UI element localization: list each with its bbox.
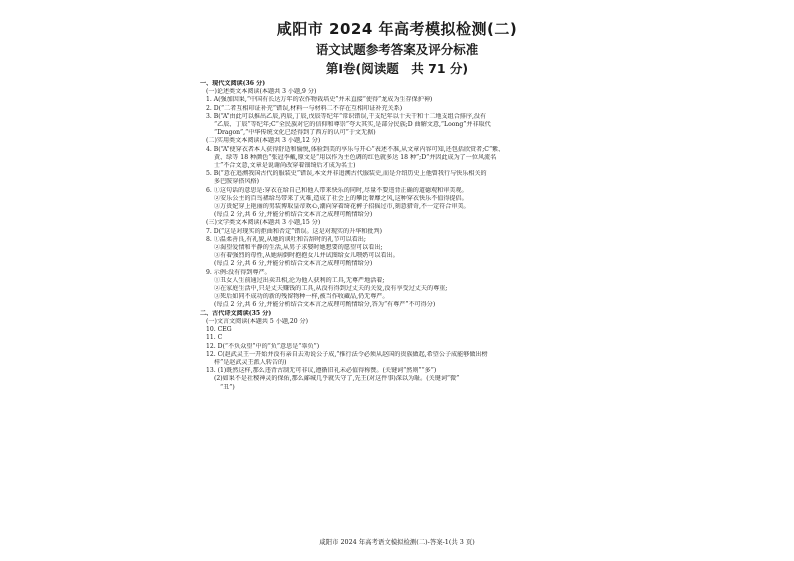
answer-line: 多巴胺穿搭风格) xyxy=(214,178,260,186)
answer-line: ②渴望爱情和平静的生活,从男子求娶时她想要的愿望可以看出; xyxy=(214,244,383,252)
answer-line: (一)文言文阅读(本题共 5 小题,20 分) xyxy=(206,317,309,325)
answer-line: 1. A(强加因果,“中国有长达万年的农作物栽培史”并未直接“使得”龙成为生存保护神) xyxy=(206,96,433,104)
document-subtitle: 语文试题参考答案及评分标准 xyxy=(315,42,479,57)
answer-body xyxy=(200,80,592,392)
answer-line: ③有着强烈的母性,从她病倒时抱抱女儿并试图给女儿喂奶可以看出。 xyxy=(214,252,399,260)
page-footer: 咸阳市 2024 年高考语文模拟检测(二)-答案-1(共 3 页) xyxy=(319,538,475,546)
answer-line: 11. C xyxy=(206,334,223,342)
answer-line: ②在家庭生活中,只是丈夫赚钱的工具,从没有得到过丈夫的关爱,没有享受过丈夫的尊重; xyxy=(214,285,448,293)
answer-line: “丑”) xyxy=(220,383,235,391)
answer-line: 12. D(“不负众望”中的“负”意思是“辜负”) xyxy=(206,342,320,350)
answer-line: 样”是赵武灵王派人转告的) xyxy=(214,358,287,366)
answer-line: 2. D(“二者互相印证补充”错误,材料一与材料二不存在互相印证补充关系) xyxy=(206,104,403,112)
section-heading: 二、古代诗文阅读(35 分) xyxy=(200,309,272,317)
answer-line: 10. CEG xyxy=(206,326,232,334)
answer-line: 9. 示例:没有得到尊严。 xyxy=(206,268,271,276)
document-part-heading: 第Ⅰ卷(阅读题 共 71 分) xyxy=(325,61,469,76)
answer-line: ③死后如同不成功的新的残留物种一样,被当作收藏品,仍无尊严。 xyxy=(214,293,389,301)
answer-line: (一)论述类文本阅读(本题共 3 小题,9 分) xyxy=(206,88,317,96)
answer-line: “乙辰、丁辰”等纪年;C“全民族对它的信仰和尊崇”夸大其实,是部分民族;D 曲解文意,“Loong”并非取代 xyxy=(214,121,491,129)
answer-line: 12. C(赵武灵王一开始并没有亲自去劝说公子成,“推行法令必须从赵国的贵族做起,希望公子成能够做出榜 xyxy=(206,350,488,358)
answer-line: “Dragon”,“中华传统文化已经得到了西方的认可”于文无据) xyxy=(214,129,376,137)
answer-line: 13. (1)既然这样,那么违背古制无可非议,遵循旧礼未必值得称赞。(关键词“然则”“多”) xyxy=(206,367,437,375)
answer-line: (2)如果不是社稷神灵的保佑,那么鄗城几乎就失守了,先王(对这件事)深以为耻。(关键词“微” xyxy=(214,375,460,383)
section-heading: 一、现代文阅读(36 分) xyxy=(200,80,266,87)
answer-line: ②安乐公主的百鸟裙给鸟带来了灭难,造成了社会上的攀比奢靡之风,这种穿衣快乐不值得提倡。 xyxy=(214,194,468,202)
answer-line: (三)文学类文本阅读(本题共 3 小题,15 分) xyxy=(206,219,321,227)
answer-line: (二)实用类文本阅读(本题共 3 小题,12 分) xyxy=(206,137,321,145)
answer-line: 5. B(“意在追溯我国古代的服装史”错误,本文并非追溯古代服装史,而是介绍历史上他曾我行与快乐相关的 xyxy=(206,170,487,178)
answer-line: (每点 2 分,共 6 分,并能分析结合文本言之成理可酌情给分) xyxy=(214,211,373,219)
answer-line: 8. ①温柔善良,有礼貌,从她的谈吐和告辞时的礼节可以看出; xyxy=(206,235,366,243)
answer-line: 士”不合文意,文章是说谢尚改穿着钿绮后才成为名士) xyxy=(214,162,356,170)
answer-line: ①丑女人生前通过出卖丑相,沦为他人获利的工具,无尊严地活着; xyxy=(214,276,385,284)
answer-line: ③万贵妃穿上艳丽的男装博取皇帝欢心,潮向穿着绮花裤子招摇过市,刻意猎奇,不一定符合审美。 xyxy=(214,203,470,211)
answer-line: 4. B(“A”使穿衣者本人获得舒适和愉悦,体验到美的享乐与开心”表述不准,从文章内容可知,还包括欣赏者;C“紫、 xyxy=(206,145,505,153)
answer-line: (每点 2 分,共 6 分,并能分析结合文本言之成理可酌情给分) xyxy=(214,260,373,268)
answer-line: 6. ①这句话的意思是:穿衣在给自己和他人带来快乐的同时,尽量不要违背正确的道德观和审美观。 xyxy=(206,186,468,194)
answer-line: (每点 2 分,共 6 分,并能分析结合文本言之成理可酌情给分,答为“有尊严”不可得分) xyxy=(214,301,436,309)
document-title: 咸阳市 2024 年高考模拟检测(二) xyxy=(276,20,518,38)
answer-line: 7. D(“这是对现实的拒曲和否定”错误。这是对现实的升华和批判) xyxy=(206,227,382,235)
answer-line: 3. B(“A”由此可以推出乙辰,丙辰,丁辰,戊辰等纪年“常识错误,干支纪年以十天干和十二地支组合排序,没有 xyxy=(206,112,487,120)
answer-line: 黄、绿等 18 种颜色“张冠李戴,原文是“用以作为主色调的红色就多达 18 种”;D“并因此成为了一位风流名 xyxy=(214,153,497,161)
